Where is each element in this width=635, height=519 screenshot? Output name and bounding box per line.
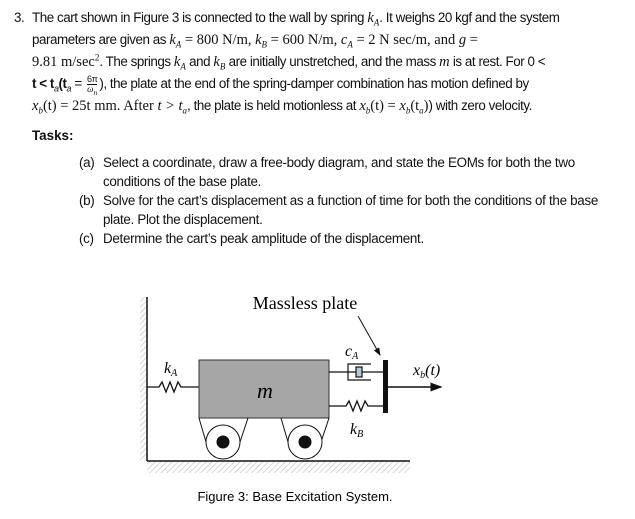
task-a: (a) Select a coordinate, draw a free-body diagram, and state the EOMs for both the two conditions of the base plate. — [79, 155, 575, 189]
task-b: (b) Solve for the cart’s displacement as a function of time for both the conditions of the base plate. Plot the displacement. — [79, 193, 598, 227]
plate-pointer-arrow — [358, 316, 380, 355]
line-4: $t < t_a(t_a$ = $\frac{6\pi}{\omega_n}$ ), the plate at the end of the spring-damper combination has motion defined by — [32, 73, 529, 97]
ca-label: cA — [345, 343, 359, 362]
floor-hatch — [147, 461, 410, 473]
tasks-heading: Tasks: — [32, 128, 74, 143]
problem-number: 3. — [14, 10, 25, 25]
plate-label: Massless plate — [252, 293, 358, 313]
xb-label: xb(t) — [413, 362, 441, 381]
line-5: $x_b(t) = 25t$ mm. After $t > t_a$, the plate is held motionless at $x_b(t) = x_b(t_a)$) with zero velocity. — [32, 98, 532, 116]
spring-kb — [329, 401, 385, 411]
fraction: $\frac{6\pi}{\omega_n}$ — [87, 73, 98, 97]
spring-ka — [147, 382, 199, 392]
wall-hatch — [140, 297, 147, 460]
mass-label: m — [257, 378, 273, 403]
damper-ca — [329, 364, 385, 380]
line-2: parameters are given as $k_A = 800$ N/m, $k_B = 600$ N/m, $c_A = 2$ N sec/m, and g = — [32, 32, 478, 50]
kb-label: kB — [350, 421, 364, 440]
wheel-right — [281, 418, 329, 459]
ka-label: kA — [164, 360, 178, 379]
massless-plate — [383, 360, 388, 413]
line-1: The cart shown in Figure 3 is connected to the wall by spring $k_A$. It weighs 20 kgf and the system — [32, 10, 560, 28]
figure-caption: Figure 3: Base Excitation System. — [197, 489, 393, 504]
wheel-left — [199, 418, 248, 459]
line-3: 9.81 $m/\sec^2$. The springs $k_A$ and $k_B$ are initially unstretched, and the mass m is at rest. For 0 < — [32, 52, 546, 72]
task-c: (c) Determine the cart’s peak amplitude of the displacement. — [79, 231, 424, 246]
